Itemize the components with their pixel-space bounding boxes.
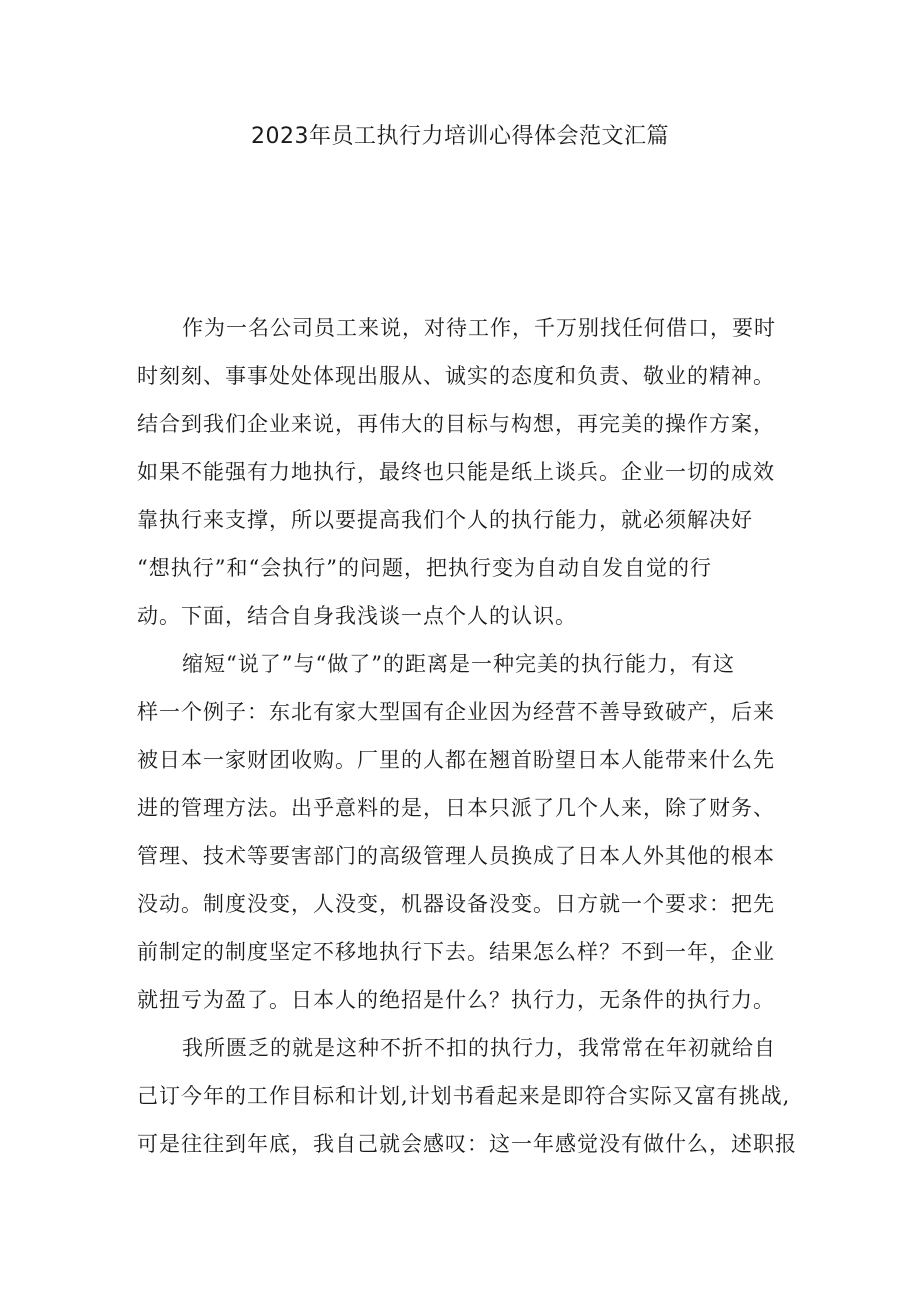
body-line: 缩短“说了”与“做了”的距离是一种完美的执行能力，有这: [182, 652, 735, 676]
body-line: 被日本一家财团收购。厂里的人都在翘首盼望日本人能带来什么先: [137, 748, 775, 772]
body-line: 没动。制度没变，人没变，机器设备没变。日方就一个要求：把先: [137, 892, 775, 916]
document-body: [137, 311, 797, 1175]
body-line: 己订今年的工作目标和计划,计划书看起来是即符合实际又富有挑战,: [137, 1084, 791, 1108]
body-line: 作为一名公司员工来说，对待工作，千万别找任何借口，要时: [182, 316, 776, 340]
body-line: 时刻刻、事事处处体现出服从、诚实的态度和负责、敬业的精神。: [137, 364, 775, 388]
body-line: 就扭亏为盈了。日本人的绝招是什么？执行力，无条件的执行力。: [137, 988, 775, 1012]
body-line: 动。下面，结合自身我浅谈一点个人的认识。: [137, 604, 577, 628]
body-line: 靠执行来支撑，所以要提高我们个人的执行能力，就必须解决好: [137, 508, 753, 532]
body-line: 进的管理方法。出乎意料的是，日本只派了几个人来，除了财务、: [137, 796, 775, 820]
body-line: 我所匮乏的就是这种不折不扣的执行力，我常常在年初就给自: [182, 1036, 776, 1060]
document-title: 2023年员工执行力培训心得体会范文汇篇: [251, 124, 669, 149]
body-line: 如果不能强有力地执行，最终也只能是纸上谈兵。企业一切的成效: [137, 460, 775, 484]
body-line: “想执行”和“会执行”的问题，把执行变为自动自发自觉的行: [137, 556, 712, 580]
body-line: 样一个例子：东北有家大型国有企业因为经营不善导致破产，后来: [137, 700, 775, 724]
body-line: 可是往往到年底，我自己就会感叹：这一年感觉没有做什么，述职报: [137, 1132, 797, 1156]
body-line: 管理、技术等要害部门的高级管理人员换成了日本人外其他的根本: [137, 844, 775, 868]
body-line: 结合到我们企业来说，再伟大的目标与构想，再完美的操作方案，: [137, 412, 775, 436]
body-line: 前制定的制度坚定不移地执行下去。结果怎么样？不到一年，企业: [137, 940, 775, 964]
